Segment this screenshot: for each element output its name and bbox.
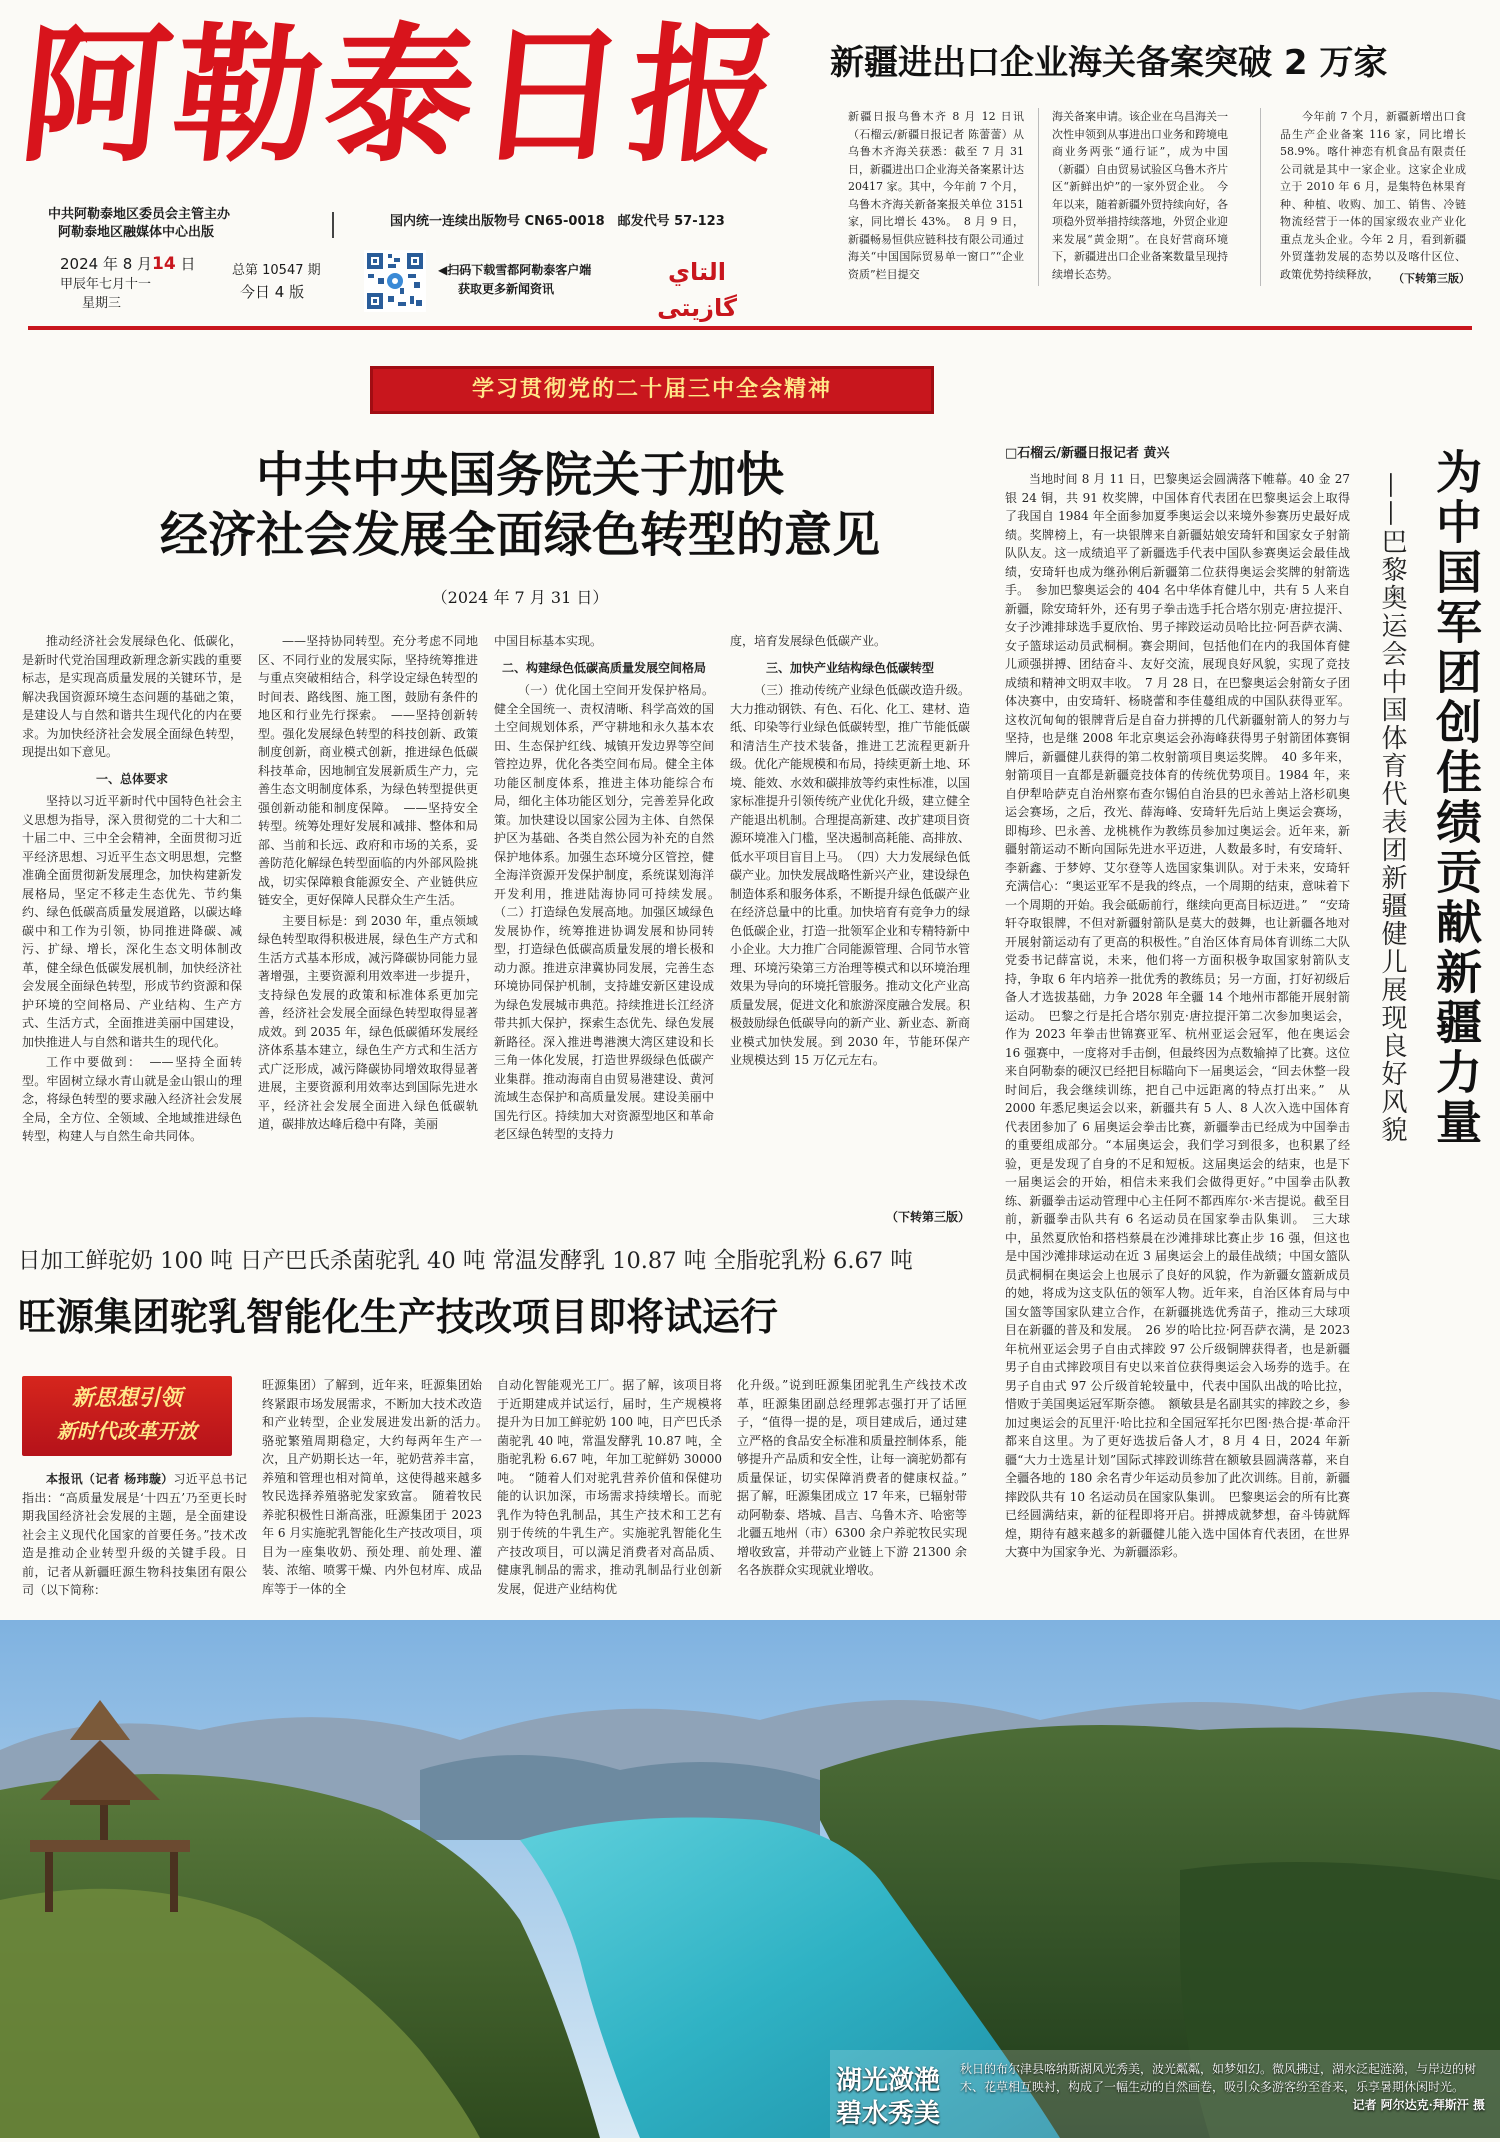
lead-jump: （下转第三版） — [885, 1210, 970, 1224]
kazakh-title: التاي گازيتى — [657, 258, 737, 322]
lead-col2-text: ——坚持协同转型。充分考虑不同地区、不同行业的发展实际，坚持统筹推进与重点突破相结合，科学设定绿色转型的时间表、路线图、施工图，鼓励有条件的地区和行业先行探索。 ——坚持创新转型。强化发展绿色转型的科技创新、政策制度创新，商业模式创新，推进绿色低碳科技革命，因地制宜发展新质生产力，完善生态文明制度体系，为绿色转型提供更强创新动能和制度保障。 ——坚持安全转型。统筹处理好发展和减排、整体和局部、当前和长远、政府和市场的关系，妥善防范化解绿色转型面临的内外部风险挑战，切实保障粮食能源安全、产业链供应链安全，更好保障人民群众生产生活。 — [258, 634, 478, 907]
theme-banner — [370, 366, 934, 414]
lead-col3-text: 中国目标基本实现。 — [494, 634, 603, 648]
top-headline: 新疆进出口企业海关备案突破 2 万家 — [830, 43, 1388, 83]
lunar-date: 甲辰年七月十一 — [60, 277, 152, 292]
lead-heading-space: 二、构建绿色低碳高质量发展空间格局 — [501, 660, 706, 675]
issue-number: 总第 10547 期 — [232, 263, 321, 278]
camel-col4-text: 化升级。”说到旺源集团驼乳生产线技术改革，旺源集团副总经理郭志强打开了话匣子，“值得一提的是，项目建成后，通过建立严格的食品安全标准和质量控制体系，能够提升产品质和安全性，让每一滴驼奶都有质量保证，切实保障消费者的健康权益。” 据了解，旺源集团成立 17 年来，已辐射带动阿勒泰、塔城、昌吉、乌鲁木齐、哈密等北疆五地州（市）6300 余户养驼牧民实现增收致富，并带动产业链上下游 21300 余名各族群众实现就业增收。 — [737, 1378, 980, 1577]
lead-title-line2: 经济社会发展全面绿色转型的意见 — [159, 507, 880, 563]
sports-byline: □石榴云/新疆日报记者 黄兴 — [1005, 446, 1170, 461]
masthead-title: 阿勒泰日报 — [12, 8, 792, 182]
section-label-line1: 新思想引领 — [71, 1386, 182, 1411]
weekday: 星期三 — [82, 296, 122, 311]
camel-col3-text: 自动化智能观光工厂。据了解，该项目将于近期建成并试运行，届时，生产规模将提升为日加工鲜驼奶 100 吨，日产巴氏杀菌驼乳 40 吨，常温发酵乳 10.87 吨，全脂驼乳粉 6.67 吨，年加工驼鲜奶 30000 吨。 “随着人们对驼乳营养价值和保健功能的认识加深，市场需求持续增长。而驼乳作为特色乳制品，其生产技术和工艺有别于传统的牛乳生产。实施驼乳智能化生产技改项目，可以满足消费者对高品质、健康乳制品的需求，推动乳制品行业创新发展，促进产业结构优 — [497, 1378, 722, 1596]
sponsor-line1: 中共阿勒泰地区委员会主管主办 — [48, 207, 231, 222]
camel-col1-body: 习近平总书记指出：“高质量发展是‘十四五’乃至更长时期我国经济社会发展的主题，是全面建设社会主义现代化国家的首要任务。”技术改造是推动企业转型升级的关键手段。日前，记者从新疆旺源生物科技集团有限公司（以下简称： — [22, 1472, 247, 1597]
masthead-rule — [28, 326, 1472, 330]
lake-photo — [0, 1620, 1500, 2138]
section-label-line2: 新时代改革开放 — [57, 1419, 197, 1443]
photo-caption-title1: 湖光潋滟 — [836, 2066, 941, 2096]
top-story-col2-text: 海关备案申请。该企业在乌昌海关一次性申领到从事进出口业务和跨境电商业务两张“通行证”，成为中国（新疆）自由贸易试验区乌鲁木齐片区“新鲜出炉”的一家外贸企业。 今年以来，随着新疆外贸持续向好，各项稳外贸举措持续落地，外贸企业迎来发展“黄金期”。在良好营商环境下，新疆进出口企业备案数量呈现持续增长态势。 — [1052, 110, 1228, 281]
lead-space-text: （一）优化国土空间开发保护格局。健全全国统一、责权清晰、科学高效的国土空间规划体系，严守耕地和永久基本农田、生态保护红线、城镇开发边界等空间管控边界，优化各类空间布局。健全主体功能区制度体系，推进主体功能综合布局，细化主体功能区划分，完善差异化政策。加快建设以国家公园为主体、自然保护区为基础、各类自然公园为补充的自然保护地体系。加强生态环境分区管控，健全海洋资源开发保护制度，系统谋划海洋开发利用，推进陆海协同可持续发展。 （二）打造绿色发展高地。加强区域绿色发展协作，统筹推进协调发展和协同转型，打造绿色低碳高质量发展的增长极和动力源。推进京津冀协同发展，完善生态环境协同保护机制，支持雄安新区建设成为绿色发展城市典范。持续推进长江经济带共抓大保护，探索生态优先、绿色发展新路径。深入推进粤港澳大湾区建设和长三角一体化发展，打造世界级绿色低碳产业集群。推动海南自由贸易港建设、黄河流域生态保护和高质量发展。建设美丽中国先行区。持续加大对资源型地区和革命老区绿色转型的支持力 — [494, 683, 727, 1141]
lead-col4-text: 度，培育发展绿色低碳产业。 — [730, 634, 887, 648]
section-label — [22, 1376, 232, 1456]
qr-line2: 获取更多新闻资讯 — [458, 282, 555, 296]
sponsor-line2: 阿勒泰地区融媒体中心出版 — [58, 225, 215, 240]
pub-code: 国内统一连续出版物号 CN65-0018 邮发代号 57-123 — [390, 214, 725, 229]
lead-date: （2024 年 7 月 31 日） — [431, 588, 609, 607]
camel-col1-text — [22, 1470, 247, 1600]
lead-col1-intro: 推动经济社会发展绿色化、低碳化，是新时代党治国理政新理念新实践的重要标志，是实现高质量发展的关键环节，是解决我国资源环境生态问题的基础之策，是建设人与自然和谐共生现代化的内在要求。为加快经济社会发展全面绿色转型，现提出如下意见。 — [22, 634, 242, 759]
qr-line1: ◀扫码下载雪都阿勒泰客户端 — [438, 263, 592, 277]
page-count: 今日 4 版 — [240, 283, 305, 301]
photo-caption-text — [960, 2060, 1485, 2136]
lead-col3 — [494, 632, 727, 1230]
top-story-rule1 — [1038, 108, 1039, 286]
masthead-divider — [332, 212, 334, 238]
camel-col2-text: 旺源集团）了解到，近年来，旺源集团始终紧跟市场发展需求，不断加大技术改造和产业转型，企业发展进发出新的活力。 骆驼繁殖周期稳定，大约每两年生产一次，且产奶期长达一年，驼奶营养丰富，养殖和管理也相对简单，这使得越来越多牧民选择养殖骆驼发家致富。 随着牧民养驼积极性日渐高涨，旺源集团于 2023 年 6 月实施驼乳智能化生产技改项目，项目为一座集收奶、预处理、前处理、灌装、浓缩、喷雾干燥、内外包材库、成品库等于一体的全 — [262, 1378, 495, 1596]
masthead — [0, 0, 1500, 330]
top-story-jump: （下转第三版） — [1393, 272, 1470, 285]
theme-banner-label: 学习贯彻党的二十届三中全会精神 — [471, 377, 832, 402]
top-story-col2 — [1052, 108, 1228, 288]
top-story-col1-text: 新疆日报乌鲁木齐 8 月 12 日讯（石榴云/新疆日报记者 陈蕾蕾）从乌鲁木齐海关获悉：截至 7 月 31 日，新疆进出口企业海关备案累计达 20417 家。其中，今年前 7 个月，乌鲁木齐海关新备案报关单位 3151 家，同比增长 43%。 8 月 9 日，新疆畅易恒供应链科技有限公司通过海关“中国国际贸易单一窗口”“企业资质”栏目提交 — [848, 110, 1024, 281]
lead-col1 — [22, 632, 242, 1230]
qr-code-icon[interactable] — [364, 250, 426, 312]
lead-industry-text: （三）推动传统产业绿色低碳改造升级。大力推动钢铁、有色、石化、化工、建材、造纸、印染等行业绿色低碳转型，推广节能低碳和清洁生产技术装备，推进工艺流程更新升级。优化产能规模和布局，持续更新土地、环境、能效、水效和碳排放等约束性标准，以国家标准提升引领传统产业优化升级，建立健全产能退出机制。合理提高新建、改扩建项目资源环境准入门槛，坚决遏制高耗能、高排放、低水平项目盲目上马。 （四）大力发展绿色低碳产业。加快发展战略性新兴产业，建设绿色制造体系和服务体系，不断提升绿色低碳产业在经济总量中的比重。加快培育有竞争力的绿色低碳企业，打造一批领军企业和专精特新中小企业。大力推广合同能源管理、合同节水管理、环境污染第三方治理等模式和以环境治理效果为导向的环境托管服务。推动文化产业高质量发展，促进文化和旅游深度融合发展。积极鼓励绿色低碳导向的新产业、新业态、新商业模式加快发展。到 2030 年，节能环保产业规模达到 15 万亿元左右。 — [730, 683, 971, 1067]
date-prefix: 2024 年 8 月 — [60, 255, 153, 273]
date-day: 14 — [152, 254, 176, 274]
sports-title-main: 为中国军团创佳绩贡献新疆力量 — [1429, 448, 1483, 1148]
lead-heading-industry: 三、加快产业结构绿色低碳转型 — [765, 660, 934, 675]
lead-col4 — [730, 632, 970, 1206]
top-story-rule2 — [1260, 108, 1261, 286]
sports-text: 当地时间 8 月 11 日，巴黎奥运会圆满落下帷幕。40 金 27 银 24 铜，共 91 枚奖牌，中国体育代表团在巴黎奥运会上取得了我国自 1984 年全面参加夏季奥运会以来境外参赛历史最好成绩。奖牌榜上，有一块银牌来自新疆姑娘安琦轩和国家女子射箭队队友。这一成绩追平了新疆选手代表中国队参赛奥运会最佳战绩，安琦轩也成为继孙俐后新疆第二位获得奥运会奖牌的射箭选手。 参加巴黎奥运会的 404 名中华体育健儿中，共有 5 人来自新疆，除安琦轩外，还有男子拳击选手托合塔尔别克·唐拉提汗、女子沙滩排球选手夏欣怡、男子摔跤运动员哈比拉·阿吾萨衣满、女子篮球运动员武桐桐。赛会期间，包括他们在内的我国体育健儿顽强拼搏、团结奋斗、友好交流，展现良好风貌，实现了竞技成绩和精神文明双丰收。 7 月 28 日，在巴黎奥运会射箭女子团体决赛中，由安琦轩、杨晓蕾和李佳蔓组成的中国队获得亚军。这枚沉甸甸的银牌背后是自奋力拼搏的几代新疆射箭人的努力与坚持，也是继 2008 年北京奥运会孙海峰获得男子射箭团体赛铜牌后，新疆健儿获得的第二枚射箭项目奥运奖牌。 40 多年来，射箭项目一直都是新疆竞技体育的传统优势项目。1984 年，来自伊犁哈萨克自治州察布查尔锡伯自治县的巴永善站上洛杉矶奥运会赛场，之后，孜光、薛海峰、安琦轩先后站上奥运会赛场，即梅珍、巴永善、龙桃桃作为教练员参加过奥运会。近年来，新疆射箭运动不断向国际先进水平迈进，人数最多时，有安琦轩、李新鑫、于梦婷、艾尔登等人选国家集训队。对于未来，安琦轩充满信心：“奥运亚军不是我的终点，一个周期的结束，意味着下一个周期的开始。我会砥砺前行，继续向更高目标迈进。” “安琦轩夺取银牌，不但对新疆射箭队是莫大的鼓舞，也让新疆各地对开展射箭运动有了更高的积极性。”自治区体育局体育训练二大队党委书记薛富说，未来，他们将一方面积极争取国家射箭队支持，争取 6 年内培养一批优秀的教练员；另一方面，打好初级后备人才选拔基础，力争 2028 年全疆 14 个地州市都能开展射箭运动。 巴黎之行是托合塔尔别克·唐拉提汗第二次参加奥运会，作为 2023 年拳击世锦赛亚军、杭州亚运会冠军，他在奥运会 16 强赛中，一度将对手击倒，但最终因为点数输掉了比赛。这位来自阿勒泰的硬汉已经把目标瞄向下一届奥运会，“回去休整一段时间后，我会继续训练，把自己中远距离的特点打出来。” 从 2000 年悉尼奥运会以来，新疆共有 5 人、8 人次入选中国体育代表团参加了 6 届奥运会拳击比赛，新疆拳击已经成为中国拳击的重要组成部分。“本届奥运会，我们学习到很多，也积累了经验，更是发现了自身的不足和短板。这届奥运会的结束，也是下一届奥运会的开始，相信未来我们会做得更好。”中国拳击队教练、新疆拳击运动管理中心主任阿不都西库尔·米吉提说。截至目前，新疆拳击队共有 6 名运动员在国家拳击队集训。 三大球中，虽然夏欣怡和搭档蔡晨在沙滩排球比赛止步 16 强，但这也是中国沙滩排球运动在近 3 届奥运会上的最佳战绩；中国女篮队员武桐桐在奥运会上也展示了良好的风貌，作为新疆女篮新成员的她，将成为这支队伍的领军人物。近年来，自治区体育局与中国女篮等国家队建立合作，在新疆挑选优秀苗子，推动三大球项目在新疆的普及和发展。 26 岁的哈比拉·阿吾萨衣满，是 2023 年杭州亚运会男子自由式摔跤 97 公斤级铜牌获得者，也是新疆男子自由式摔跤项目有史以来首位获得奥运会入场券的选手。在男子自由式 97 公斤级首轮较量中，代表中国队出战的哈比拉，惜败于美国奥运冠军斯奈德。 额敏县是名副其实的摔跤之乡，参加过奥运会的瓦里汗·哈比拉和全国冠军托尔巴图·热合提·革命汗都来自这里。为了更好选拔后备人才，8 月 4 日，2024 年新疆“大力士选星计划”国际式摔跤训练营在额敏县圆满落幕，来自全疆各地的 180 余名青少年运动员参加了此次训练。目前，新疆摔跤队共有 10 名运动员在国家队集训。 巴黎奥运会的所有比赛已经圆满结束，新的征程即将开启。拼搏成就梦想，奋斗铸就辉煌，期待有越来越多的新疆健儿能入选中国体育代表团，在世界大赛中为国家争光、为新疆添彩。 — [1005, 472, 1350, 1559]
photo-caption-body: 秋日的布尔津县喀纳斯湖风光秀美，波光粼粼，如梦如幻。微风拂过，湖水泛起涟漪，与岸边的树木、花草相互映衬，构成了一幅生动的自然画卷，吸引众多游客纷至沓来，乐享暑期休闲时光。 — [960, 2062, 1477, 2094]
date-suffix: 日 — [175, 255, 196, 273]
camel-kicker: 日加工鲜驼奶 100 吨 日产巴氏杀菌驼乳 40 吨 常温发酵乳 10.87 吨 全脂驼乳粉 6.67 吨 — [18, 1248, 913, 1274]
lead-general-text: 坚持以习近平新时代中国特色社会主义思想为指导，深入贯彻党的二十大和二十届二中、三中全会精神，全面贯彻习近平经济思想、习近平生态文明思想，完整准确全面贯彻新发展理念，加快构建新发展格局，坚定不移走生态优先、节约集约、绿色低碳高质量发展道路，以碳达峰碳中和工作为引领，协同推进降碳、减污、扩绿、增长，深化生态文明体制改革，健全绿色低碳发展机制，加快经济社会发展全面绿色转型，形成节约资源和保护环境的空间格局、产业结构、生产方式、生活方式，全面推进美丽中国建设，加快推进人与自然和谐共生的现代化。 — [22, 794, 242, 1049]
camel-title: 旺源集团驼乳智能化生产技改项目即将试运行 — [18, 1295, 779, 1339]
lead-heading-general: 一、总体要求 — [95, 771, 168, 786]
issue-date — [60, 254, 200, 274]
photo-credit: 记者 阿尔达克·拜斯汗 摄 — [1352, 2098, 1485, 2112]
lead-col2 — [258, 632, 478, 1230]
lead-principles-text: 工作中要做到： ——坚持全面转型。牢固树立绿水青山就是金山银山的理念，将绿色转型的要求融入经济社会发展全局，全方位、全领域、全地域推进绿色转型，构建人与自然生命共同体。 — [22, 1055, 242, 1143]
top-story-col1 — [848, 108, 1024, 288]
camel-byline: 本报讯（记者 杨玮璇） — [46, 1472, 174, 1486]
top-story-col3-text: 今年前 7 个月，新疆新增出口食品生产企业备案 116 家，同比增长 58.9%。喀什神恋有机食品有限责任公司就是其中一家企业。这家企业成立于 2010 年 6 月，是集特色林果育种、种植、收购、加工、销售、冷链物流经营于一体的国家级农业产业化重点龙头企业。今年 2 月，看到新疆外贸蓬勃发展的态势以及喀什区位、政策优势持续释放， — [1280, 110, 1466, 281]
lead-goals-text: 主要目标是：到 2030 年，重点领域绿色转型取得积极进展，绿色生产方式和生活方式基本形成，减污降碳协同能力显著增强，主要资源利用效率进一步提升，支持绿色发展的政策和标准体系更加完善，经济社会发展全面绿色转型取得显著成效。到 2035 年，绿色低碳循环发展经济体系基本建立，绿色生产方式和生活方式广泛形成，减污降碳协同增效取得显著进展，主要资源利用效率达到国际先进水平，经济社会发展全面进入绿色低碳轨道，碳排放达峰后稳中有降，美丽 — [258, 913, 478, 1131]
sports-title-sub: ——巴黎奥运会中国体育代表团新疆健儿展现良好风貌 — [1377, 472, 1407, 1144]
lead-title-line1: 中共中央国务院关于加快 — [255, 447, 784, 503]
photo-caption-title2: 碧水秀美 — [836, 2099, 941, 2129]
